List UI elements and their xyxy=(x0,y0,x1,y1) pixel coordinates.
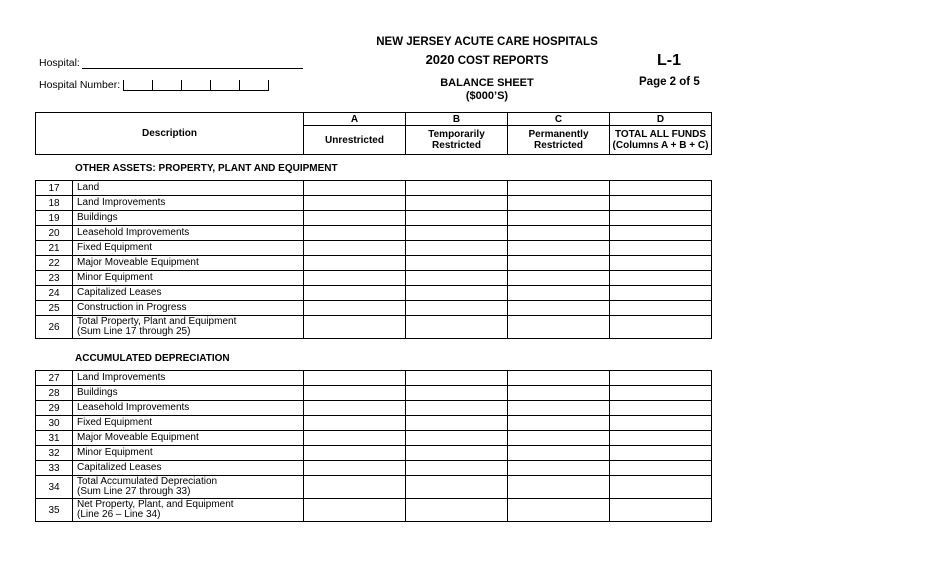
amount-cell-d[interactable] xyxy=(610,271,712,286)
hospital-number-box[interactable] xyxy=(181,80,210,91)
line-number: 18 xyxy=(36,196,73,211)
column-name-permanently-restricted: Permanently Restricted xyxy=(508,126,610,155)
hospital-number-field xyxy=(39,79,269,91)
line-description xyxy=(73,431,304,446)
line-description xyxy=(73,386,304,401)
table-row xyxy=(36,461,712,476)
amount-cell-a[interactable] xyxy=(304,461,406,476)
amount-cell-b[interactable] xyxy=(406,271,508,286)
table-row xyxy=(36,476,712,499)
amount-cell-b[interactable] xyxy=(406,286,508,301)
table-row xyxy=(36,211,712,226)
amount-cell-a[interactable] xyxy=(304,371,406,386)
amount-cell-c[interactable] xyxy=(508,271,610,286)
amount-cell-a[interactable] xyxy=(304,386,406,401)
amount-cell-b[interactable] xyxy=(406,499,508,522)
line-number: 32 xyxy=(36,446,73,461)
table-row xyxy=(36,241,712,256)
line-description xyxy=(73,226,304,241)
amount-cell-a[interactable] xyxy=(304,316,406,339)
line-number: 26 xyxy=(36,316,73,339)
line-description xyxy=(73,301,304,316)
line-description xyxy=(73,256,304,271)
amount-cell-b[interactable] xyxy=(406,461,508,476)
line-number: 25 xyxy=(36,301,73,316)
line-description-text: Fixed Equipment xyxy=(77,241,153,253)
amount-cell-b[interactable] xyxy=(406,446,508,461)
amount-cell-c[interactable] xyxy=(508,401,610,416)
line-number: 30 xyxy=(36,416,73,431)
section-title-property: OTHER ASSETS: PROPERTY, PLANT AND EQUIPMENT xyxy=(75,163,338,174)
line-description-text: Major Moveable Equipment xyxy=(77,431,199,443)
line-description xyxy=(73,286,304,301)
line-number: 21 xyxy=(36,241,73,256)
line-description xyxy=(73,401,304,416)
line-description-note: (Sum Line 27 through 33) xyxy=(77,486,191,497)
amount-cell-c[interactable] xyxy=(508,211,610,226)
line-description-text: Minor Equipment xyxy=(77,446,153,458)
table-row xyxy=(36,271,712,286)
line-number: 29 xyxy=(36,401,73,416)
column-name-unrestricted: Unrestricted xyxy=(304,126,406,155)
table-row xyxy=(36,416,712,431)
amount-cell-d[interactable] xyxy=(610,446,712,461)
line-description xyxy=(73,316,304,339)
line-description-text: Capitalized Leases xyxy=(77,286,162,298)
amount-cell-c[interactable] xyxy=(508,301,610,316)
amount-cell-d[interactable] xyxy=(610,256,712,271)
amount-cell-b[interactable] xyxy=(406,431,508,446)
amount-cell-c[interactable] xyxy=(508,386,610,401)
amount-cell-a[interactable] xyxy=(304,241,406,256)
amount-cell-c[interactable] xyxy=(508,499,610,522)
column-letter-d: D xyxy=(610,113,712,126)
line-description-text: Fixed Equipment xyxy=(77,416,153,428)
table-row xyxy=(36,256,712,271)
amount-cell-b[interactable] xyxy=(406,241,508,256)
hospital-number-box[interactable] xyxy=(210,80,239,91)
amount-cell-b[interactable] xyxy=(406,476,508,499)
line-number: 20 xyxy=(36,226,73,241)
line-description xyxy=(73,499,304,522)
report-name: COST REPORTS xyxy=(457,55,549,67)
amount-cell-a[interactable] xyxy=(304,271,406,286)
line-number: 33 xyxy=(36,461,73,476)
line-description xyxy=(73,181,304,196)
amount-cell-a[interactable] xyxy=(304,416,406,431)
amount-cell-d[interactable] xyxy=(610,416,712,431)
line-description-text: Total Property, Plant and Equipment xyxy=(77,315,237,327)
table-row xyxy=(36,181,712,196)
amount-cell-d[interactable] xyxy=(610,499,712,522)
amount-cell-b[interactable] xyxy=(406,196,508,211)
amount-cell-c[interactable] xyxy=(508,431,610,446)
table-row xyxy=(36,301,712,316)
line-number: 34 xyxy=(36,476,73,499)
amount-cell-c[interactable] xyxy=(508,181,610,196)
column-header-table xyxy=(35,112,712,155)
property-table xyxy=(35,180,712,339)
amount-cell-a[interactable] xyxy=(304,196,406,211)
hospital-number-label: Hospital Number: xyxy=(39,79,121,91)
table-row xyxy=(36,196,712,211)
line-description-note: (Line 26 – Line 34) xyxy=(77,509,161,520)
amount-cell-b[interactable] xyxy=(406,386,508,401)
hospital-input-line[interactable] xyxy=(82,58,303,69)
column-letter-a: A xyxy=(304,113,406,126)
amount-cell-a[interactable] xyxy=(304,226,406,241)
line-description xyxy=(73,476,304,499)
amount-cell-a[interactable] xyxy=(304,431,406,446)
amount-cell-d[interactable] xyxy=(610,301,712,316)
table-row xyxy=(36,371,712,386)
amount-cell-b[interactable] xyxy=(406,371,508,386)
line-description-text: Minor Equipment xyxy=(77,271,153,283)
amount-cell-a[interactable] xyxy=(304,181,406,196)
amount-cell-d[interactable] xyxy=(610,211,712,226)
amount-cell-c[interactable] xyxy=(508,241,610,256)
amount-cell-d[interactable] xyxy=(610,196,712,211)
amount-cell-d[interactable] xyxy=(610,226,712,241)
amount-cell-b[interactable] xyxy=(406,226,508,241)
amount-cell-a[interactable] xyxy=(304,401,406,416)
amount-cell-b[interactable] xyxy=(406,181,508,196)
amount-cell-c[interactable] xyxy=(508,371,610,386)
line-description-text: Buildings xyxy=(77,386,118,398)
line-description xyxy=(73,416,304,431)
line-description-text: Major Moveable Equipment xyxy=(77,256,199,268)
amount-cell-b[interactable] xyxy=(406,301,508,316)
line-description xyxy=(73,371,304,386)
amount-cell-d[interactable] xyxy=(610,461,712,476)
amount-cell-d[interactable] xyxy=(610,316,712,339)
amount-cell-b[interactable] xyxy=(406,316,508,339)
line-description xyxy=(73,196,304,211)
amount-cell-d[interactable] xyxy=(610,286,712,301)
amount-cell-d[interactable] xyxy=(610,181,712,196)
hospital-number-box[interactable] xyxy=(239,80,269,91)
amount-cell-c[interactable] xyxy=(508,226,610,241)
column-name-temporarily-restricted: Temporarily Restricted xyxy=(406,126,508,155)
section-title-depreciation: ACCUMULATED DEPRECIATION xyxy=(75,353,230,364)
hospital-field xyxy=(39,57,303,69)
line-description xyxy=(73,241,304,256)
line-description-text: Land xyxy=(77,181,100,193)
report-year: 2020 xyxy=(425,52,455,67)
amount-cell-c[interactable] xyxy=(508,461,610,476)
amount-cell-c[interactable] xyxy=(508,316,610,339)
sheet-title-text: BALANCE SHEET xyxy=(440,77,534,89)
line-number: 28 xyxy=(36,386,73,401)
amount-cell-a[interactable] xyxy=(304,211,406,226)
amount-cell-d[interactable] xyxy=(610,241,712,256)
amount-cell-a[interactable] xyxy=(304,446,406,461)
form-id: L-1 xyxy=(657,52,681,69)
line-description-text: Total Accumulated Depreciation xyxy=(77,475,218,487)
line-number: 23 xyxy=(36,271,73,286)
line-description-text: Buildings xyxy=(77,211,118,223)
table-row xyxy=(36,226,712,241)
hospital-number-boxes xyxy=(123,80,269,91)
amount-cell-d[interactable] xyxy=(610,401,712,416)
amount-cell-a[interactable] xyxy=(304,256,406,271)
hospital-number-box[interactable] xyxy=(123,80,152,91)
amount-cell-b[interactable] xyxy=(406,256,508,271)
amount-cell-a[interactable] xyxy=(304,476,406,499)
amount-cell-c[interactable] xyxy=(508,476,610,499)
table-row xyxy=(36,386,712,401)
table-row xyxy=(36,286,712,301)
column-letter-c: C xyxy=(508,113,610,126)
form-title: NEW JERSEY ACUTE CARE HOSPITALS xyxy=(376,36,598,48)
line-number: 17 xyxy=(36,181,73,196)
table-row xyxy=(36,499,712,522)
line-description xyxy=(73,446,304,461)
hospital-label: Hospital: xyxy=(39,57,80,69)
line-description-text: Net Property, Plant, and Equipment xyxy=(77,498,234,510)
line-description-text: Leasehold Improvements xyxy=(77,401,190,413)
line-description-note: (Sum Line 17 through 25) xyxy=(77,326,191,337)
line-description xyxy=(73,211,304,226)
amount-cell-a[interactable] xyxy=(304,301,406,316)
description-header: Description xyxy=(36,113,304,155)
table-row xyxy=(36,431,712,446)
line-number: 24 xyxy=(36,286,73,301)
amount-cell-d[interactable] xyxy=(610,431,712,446)
table-row xyxy=(36,316,712,339)
line-number: 22 xyxy=(36,256,73,271)
table-row xyxy=(36,401,712,416)
amount-cell-b[interactable] xyxy=(406,416,508,431)
amount-cell-c[interactable] xyxy=(508,416,610,431)
line-number: 35 xyxy=(36,499,73,522)
amount-cell-d[interactable] xyxy=(610,386,712,401)
line-description-text: Land Improvements xyxy=(77,371,166,383)
amount-cell-d[interactable] xyxy=(610,476,712,499)
page-indicator: Page 2 of 5 xyxy=(639,76,700,88)
column-name-total-all-funds: TOTAL ALL FUNDS (Columns A + B + C) xyxy=(610,126,712,155)
line-description xyxy=(73,461,304,476)
line-description-text: Construction in Progress xyxy=(77,301,187,313)
amount-cell-a[interactable] xyxy=(304,286,406,301)
line-description-text: Land Improvements xyxy=(77,196,166,208)
column-letter-b: B xyxy=(406,113,508,126)
amount-cell-b[interactable] xyxy=(406,401,508,416)
line-number: 31 xyxy=(36,431,73,446)
amount-cell-c[interactable] xyxy=(508,196,610,211)
amount-cell-c[interactable] xyxy=(508,256,610,271)
amount-cell-c[interactable] xyxy=(508,286,610,301)
amount-cell-b[interactable] xyxy=(406,211,508,226)
line-description-text: Leasehold Improvements xyxy=(77,226,190,238)
amount-cell-a[interactable] xyxy=(304,499,406,522)
depreciation-table xyxy=(35,370,712,522)
line-number: 27 xyxy=(36,371,73,386)
line-description xyxy=(73,271,304,286)
amount-cell-d[interactable] xyxy=(610,371,712,386)
sheet-units: ($000’S) xyxy=(465,90,509,102)
hospital-number-box[interactable] xyxy=(152,80,181,91)
line-number: 19 xyxy=(36,211,73,226)
table-row xyxy=(36,446,712,461)
line-description-text: Capitalized Leases xyxy=(77,461,162,473)
amount-cell-c[interactable] xyxy=(508,446,610,461)
